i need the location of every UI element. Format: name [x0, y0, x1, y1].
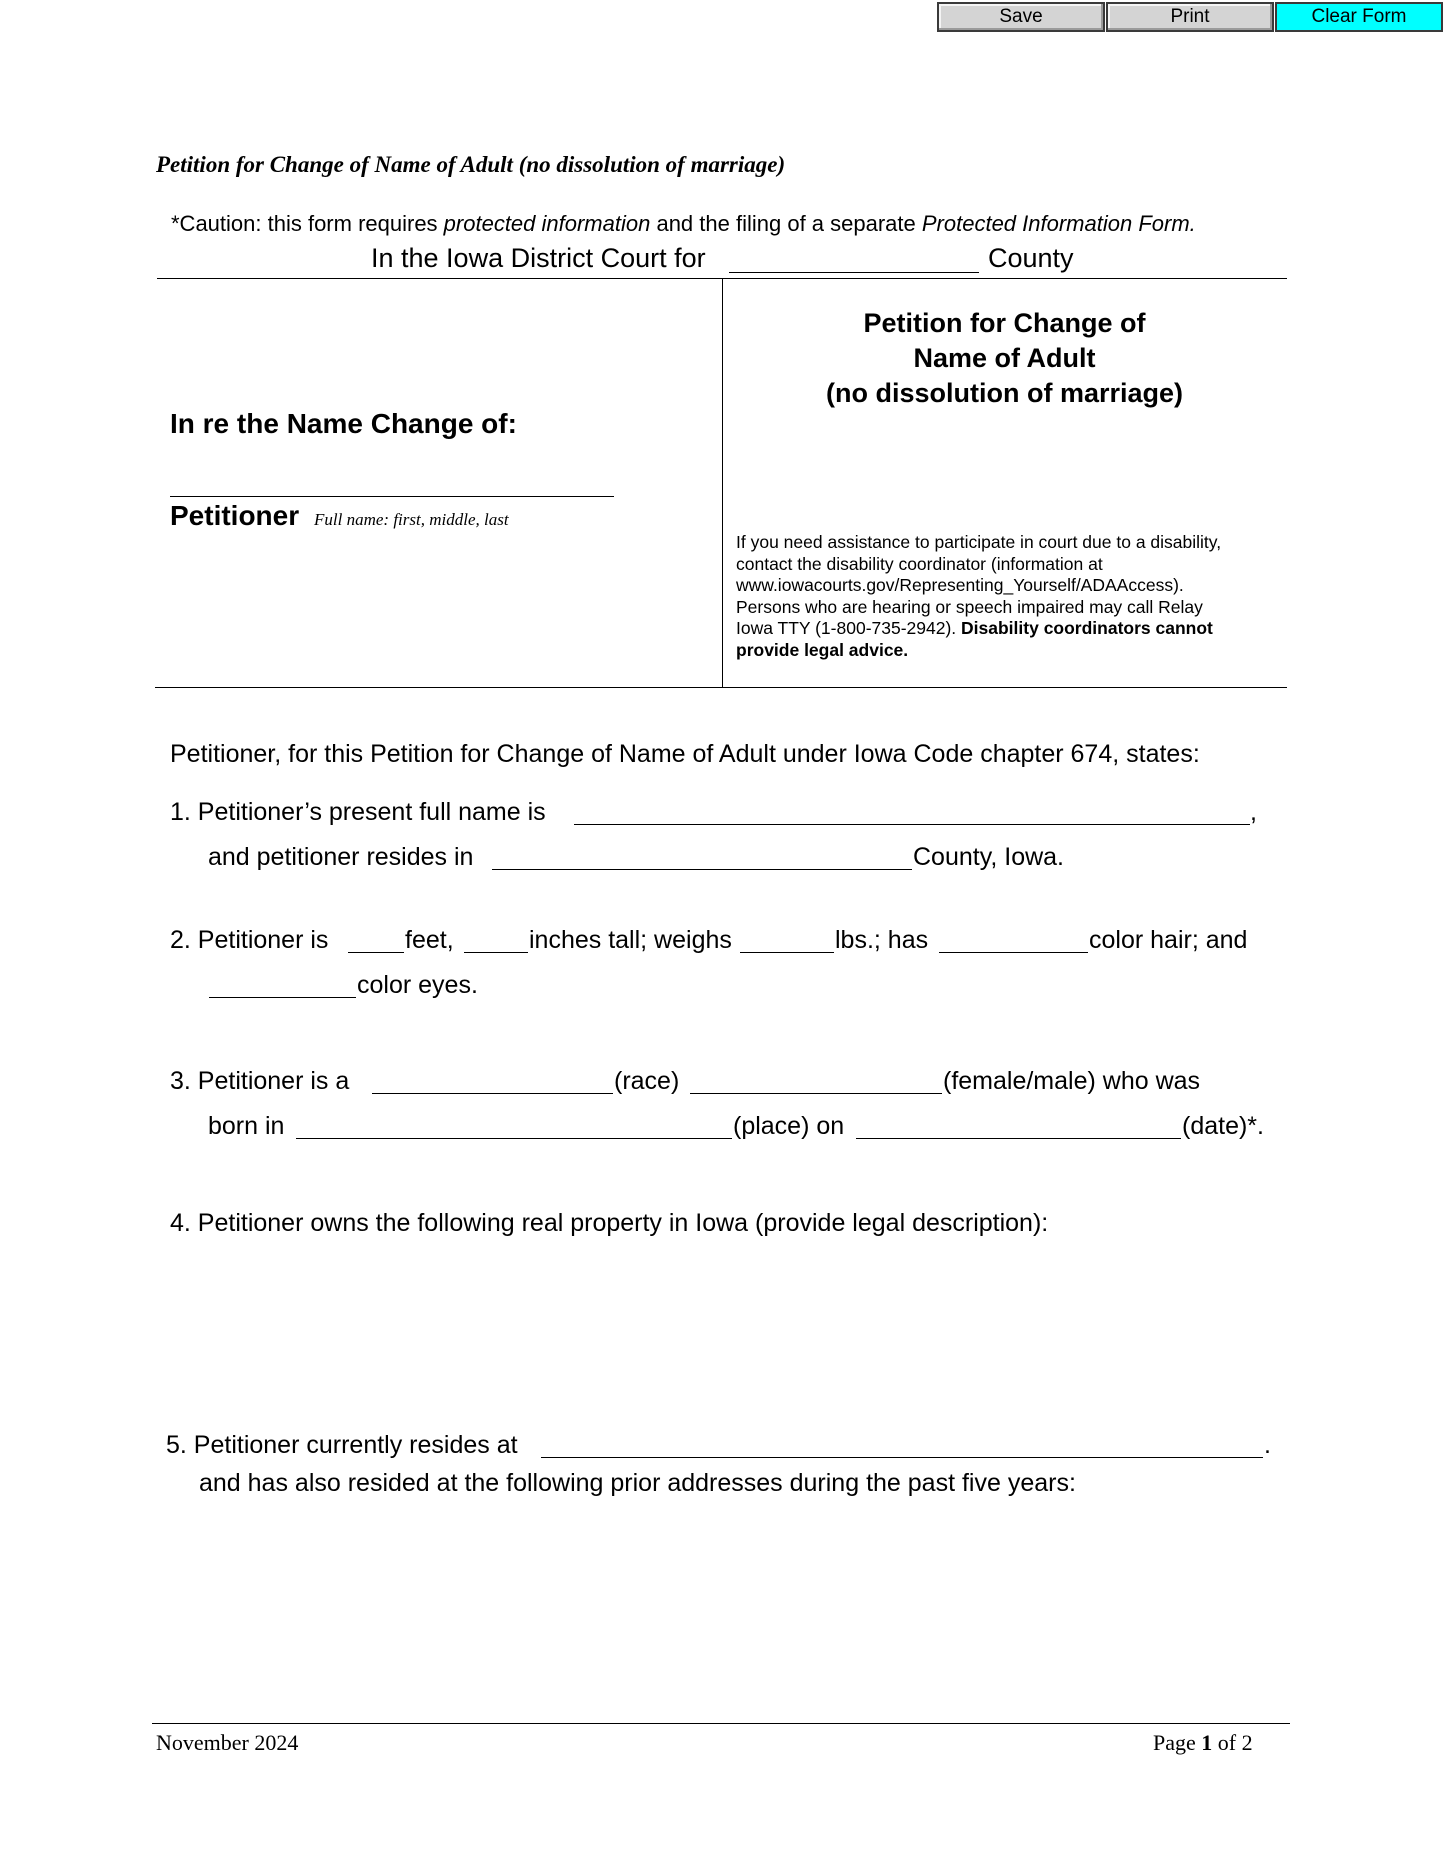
item1-resides-label: and petitioner resides in	[208, 843, 474, 871]
court-line-prefix: In the Iowa District Court for	[371, 243, 706, 273]
item2-label: 2. Petitioner is	[170, 926, 329, 954]
caption-title-line1: Petition for Change of	[863, 308, 1146, 338]
item3-born: born in	[208, 1112, 285, 1140]
caution-protected-info: protected information	[443, 211, 651, 236]
caution-prefix: *Caution: this form requires	[171, 211, 444, 236]
page-number	[1153, 1730, 1253, 1756]
real-property-field[interactable]	[170, 1250, 1280, 1410]
item5-label: 5. Petitioner currently resides at	[166, 1431, 518, 1459]
page-suffix: of 2	[1212, 1730, 1253, 1755]
petitioner-name-field[interactable]	[170, 470, 614, 497]
court-line-suffix: County	[988, 243, 1074, 273]
item2-feet: feet,	[405, 926, 454, 954]
ada-notice	[736, 532, 1221, 661]
height-feet-field[interactable]	[348, 926, 404, 953]
caption-title	[722, 306, 1287, 411]
ada-line6: provide legal advice.	[736, 639, 909, 660]
item1-county-iowa: County, Iowa.	[913, 843, 1065, 871]
item3-date: (date)*.	[1182, 1112, 1264, 1140]
ada-line1: If you need assistance to participate in court due to a disability,	[736, 532, 1222, 552]
present-full-name-field[interactable]	[574, 798, 1250, 825]
ada-line4: Persons who are hearing or speech impaired may call Relay	[736, 596, 1203, 617]
county-field[interactable]	[729, 246, 979, 273]
item2-lbs: lbs.; has	[835, 926, 929, 954]
save-button[interactable]: Save	[937, 2, 1105, 32]
caption-bottom-rule	[155, 687, 1287, 688]
eye-color-field[interactable]	[209, 971, 356, 998]
item2-eyes: color eyes.	[357, 971, 478, 999]
item2-hair: color hair; and	[1089, 926, 1248, 954]
petitioner-label: Petitioner	[170, 500, 300, 531]
clear-form-button[interactable]: Clear Form	[1275, 2, 1443, 32]
footer-rule	[152, 1723, 1290, 1724]
sex-field[interactable]	[690, 1067, 942, 1094]
item2-inches: inches tall; weighs	[529, 926, 732, 954]
in-re-label: In re the Name Change of:	[170, 408, 517, 439]
item3-sex: (female/male) who was	[943, 1067, 1201, 1095]
hair-color-field[interactable]	[939, 926, 1088, 953]
page-prefix: Page	[1153, 1730, 1202, 1755]
ada-line3: www.iowacourts.gov/Representing_Yourself/ADAAccess).	[736, 575, 1184, 595]
caution-middle: and the filing of a separate	[650, 211, 922, 236]
print-button[interactable]: Print	[1106, 2, 1274, 32]
weight-field[interactable]	[740, 926, 834, 953]
height-inches-field[interactable]	[464, 926, 528, 953]
item3-place: (place) on	[733, 1112, 845, 1140]
residence-county-field[interactable]	[492, 843, 912, 870]
caution-protected-form: Protected Information Form.	[921, 211, 1196, 236]
petitioner-hint: Full name: first, middle, last	[314, 510, 509, 529]
ada-line5-bold: Disability coordinators cannot	[961, 618, 1213, 638]
prior-addresses-field[interactable]	[170, 1510, 1280, 1690]
item3-label: 3. Petitioner is a	[170, 1067, 350, 1095]
ada-line5	[736, 618, 1221, 640]
item1-comma: ,	[1250, 798, 1257, 826]
intro-text: Petitioner, for this Petition for Change of Name of Adult under Iowa Code chapter 674, states:	[170, 740, 1200, 768]
ada-line2: contact the disability coordinator (information at	[736, 553, 1103, 574]
caption-title-line3: (no dissolution of marriage)	[825, 378, 1183, 408]
ada-line5-plain: Iowa TTY (1-800-735-2942).	[736, 618, 962, 638]
birth-place-field[interactable]	[296, 1112, 732, 1139]
footer-date: November 2024	[156, 1730, 299, 1755]
item5-prior-label: and has also resided at the following prior addresses during the past five years:	[199, 1469, 1076, 1497]
item4-label: 4. Petitioner owns the following real property in Iowa (provide legal description):	[170, 1209, 1049, 1237]
page-current: 1	[1201, 1730, 1213, 1755]
item3-race: (race)	[614, 1067, 680, 1095]
caption-title-line2: Name of Adult	[913, 343, 1096, 373]
current-address-field[interactable]	[541, 1431, 1263, 1458]
birth-date-field[interactable]	[856, 1112, 1181, 1139]
form-title: Petition for Change of Name of Adult (no dissolution of marriage)	[156, 152, 786, 177]
caution-notice	[171, 211, 1196, 237]
item1-label: 1. Petitioner’s present full name is	[170, 798, 546, 826]
item5-period: .	[1264, 1431, 1271, 1459]
race-field[interactable]	[372, 1067, 613, 1094]
